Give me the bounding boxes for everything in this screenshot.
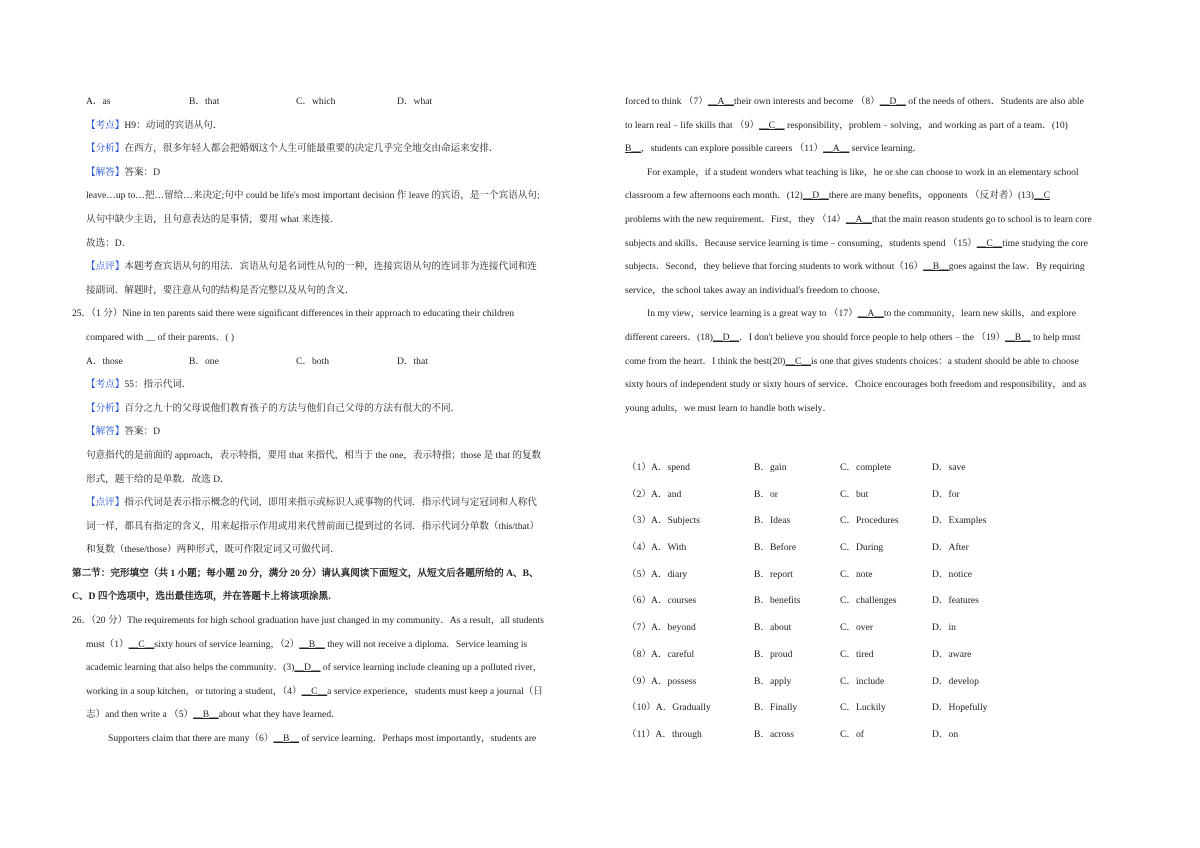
q24-kaodian: 【考点】H9：动词的宾语从句． [86,119,223,131]
q25-explanation-2: 形式，题干给的是单数．故选 D． [86,473,230,485]
tag-dianping: 【点评】 [86,261,125,273]
q25-explanation-1: 句意指代的是前面的 approach，表示特指，要用 that 来指代，相当于 the one，表示特指；those 是 that 的复数 [86,449,542,461]
q25-dianping-3: 和复数（these/those）两种形式，既可作限定词又可做代词． [86,544,340,556]
answer-blank-14: __A__ [845,213,873,225]
answer-blank-12: __D__ [802,190,829,202]
passage-line-17: different careers．(18)__D__．I don't believe you should force people to help others﹣the （19）__B__ to help must [625,331,1081,343]
answer-blank-2: __B__ [299,638,325,650]
q25-stem-2: compared with __ of their parents．( ) [86,331,235,343]
answer-blank-5: __B__ [193,709,219,721]
q25-stem-1: 25．（1 分）Nine in ten parents said there were significant differences in their approach to educating their children [72,308,515,320]
q24-explanation-1: leave…up to…把…留给…来决定;句中 could be life's most important decision 作 leave 的宾语，是一个宾语从句; [86,190,540,202]
options-row: （5）A．diary B．report C．note D．notice [627,568,972,580]
answer-blank-17: __A__ [857,308,884,320]
passage-line-1: 26．（20 分）The requirements for high school graduation have just changed in my community．As a result，all students [72,615,544,627]
options-row: （2）A．and B．or C．but D．for [627,488,960,500]
passage-line-8: to learn real﹣life skills that （9）__C__ responsibility，problem﹣solving，and working as part of a team．(10) [625,119,1068,131]
answer-blank-16: __B__ [923,261,949,273]
option-b: B．one [189,355,219,367]
q24-explanation-2: 从句中缺少主语，且句意表达的是事情，要用 what 来连接． [86,213,340,225]
answer-blank-7: __A__ [707,96,734,107]
section-heading-2: C、D 四个选项中，选出最佳选项，并在答题卡上将该项涂黑． [72,591,338,603]
answer-blank-20: __C__ [785,355,811,367]
options-row: （7）A．beyond B．about C．over D．in [627,622,956,634]
passage-line-16: In my view，service learning is a great way to （17）__A__to the community，learn new skills，and explore [647,308,1076,320]
answer-blank-1: __C__ [128,638,155,650]
passage-line-4: working in a soup kitchen，or tutoring a student，（4）__C__a service experience，students must keep a journal（日 [86,685,543,697]
options-row: （9）A．possess B．apply C．include D．develop [627,675,979,687]
options-row: （11）A．through B．across C．of D．on [627,728,959,740]
option-c: C．both [296,355,330,367]
q25-dianping: 【点评】指示代词是表示指示概念的代词，即用来指示或标识人或事物的代词．指示代词与定冠词和人称代 [86,497,537,509]
options-row: （1）A．spend B．gain C．complete D．save [627,462,966,473]
option-c: C．which [296,96,336,107]
passage-line-13: subjects and skills．Because service learning is time﹣consuming，students spend （15）__C__time studying the core [625,237,1088,249]
section-heading-1: 第二节：完形填空（共 1 小题；每小题 20 分，满分 20 分）请认真阅读下面短文，从短文后各题所给的 A、B、 [72,567,539,579]
option-a: A．as [86,96,111,107]
option-d: D．that [397,355,428,367]
passage-line-11: classroom a few afternoons each month．(12)__D__there are many benefits，opponents （反对者）(13)__C [625,190,1050,202]
passage-line-5: 志）and then write a （5）__B__about what they have learned． [86,709,341,721]
q24-options [86,90,590,114]
option-a: A．those [86,355,123,367]
answer-blank-15: __C__ [976,237,1003,249]
option-b: B．that [189,96,220,107]
passage-line-6: Supporters claim that there are many（6）__B__ of service learning．Perhaps most importantly，students are [108,733,537,745]
passage-line-18: come from the heart．I think the best(20)__C__is one that gives students choices：a student should be able to choose [625,355,1079,367]
options-row: （4）A．With B．Before C．During D．After [627,542,969,554]
answer-blank-11: __A__ [823,143,850,155]
options-row: （3）A．Subjects B．Ideas C．Procedures D．Examples [627,515,987,527]
passage-line-12: problems with the new requirement．First，they （14）__A__that the main reason students go to school is to learn core [625,213,1092,225]
q24-explanation-3: 故选：D． [86,237,132,249]
q24-dianping: 【点评】本题考查宾语从句的用法．宾语从句是名词性从句的一种，连接宾语从句的连词非为连接代词和连 [86,261,537,273]
left-column [72,90,590,751]
option-d: D．what [397,96,433,107]
options-row: （10）A．Gradually B．Finally C．Luckily D．Hopefully [627,702,988,714]
answer-blank-18: __D__ [712,331,740,343]
passage-line-20: young adults，we must learn to handle both wisely． [625,402,833,414]
answer-blank-6: __B__ [273,733,300,745]
answer-blank-9: __C__ [759,119,785,131]
options-row: （6）A．courses B．benefits C．challenges D．features [627,595,979,607]
answer-blank-3: __D__ [294,662,321,674]
tag-jieda: 【解答】 [86,166,125,178]
tag-kaodian: 【考点】 [86,119,125,131]
passage-line-10: For example，if a student wonders what teaching is like，he or she can choose to work in an elementary school [647,166,1079,178]
answer-blank-10: B__ [625,143,641,155]
q24-jieda: 【解答】答案：D [86,166,161,178]
passage-line-9: B__，students can explore possible careers （11）__A__ service learning． [625,143,923,155]
passage-line-7: forced to think （7）__A__their own interests and become （8）__D__ of the needs of others．Students are also able [625,96,1084,107]
right-column [625,90,1128,420]
passage-line-15: service，the school takes away an individual's freedom to choose． [625,284,887,296]
passage-line-14: subjects．Second，they believe that forcing students to work without（16）__B__goes against the law．By requiring [625,261,1085,273]
answer-blank-4: __C__ [301,685,328,697]
tag-fenxi: 【分析】 [86,143,125,155]
answer-blank-13: __C [1033,190,1050,202]
q25-options [86,350,590,374]
answer-blank-8: __D__ [879,96,906,107]
cloze-options-table [627,455,1012,749]
passage-line-3: academic learning that also helps the community．(3)__D__ of service learning include cleaning up a polluted river， [86,662,543,674]
options-row: （8）A．careful B．proud C．tired D．aware [627,648,972,660]
q25-jieda: 【解答】答案：D [86,426,161,438]
q25-kaodian: 【考点】55：指示代词． [86,379,192,391]
answer-blank-19: __B__ [1005,331,1031,343]
passage-line-19: sixty hours of independent study or sixty hours of service．Choice encourages both freedom and responsibility，and as [625,379,1087,391]
q25-dianping-2: 词一样，都具有指定的含义，用来起指示作用或用来代替前面已提到过的名词．指示代词分单数（this/that） [86,520,540,532]
q24-dianping-2: 接副词．解题时，要注意从句的结构是否完整以及从句的含义． [86,284,355,296]
q24-fenxi: 【分析】在西方，很多年轻人都会把婚姻这个人生可能最重要的决定几乎完全地交由命运来安排． [86,143,499,155]
passage-line-2: must（1）__C__sixty hours of service learning，（2）__B__ they will not receive a diploma．Service learning is [86,638,528,650]
q25-fenxi: 【分析】百分之九十的父母说他们教育孩子的方法与他们自己父母的方法有很大的不同． [86,402,461,414]
